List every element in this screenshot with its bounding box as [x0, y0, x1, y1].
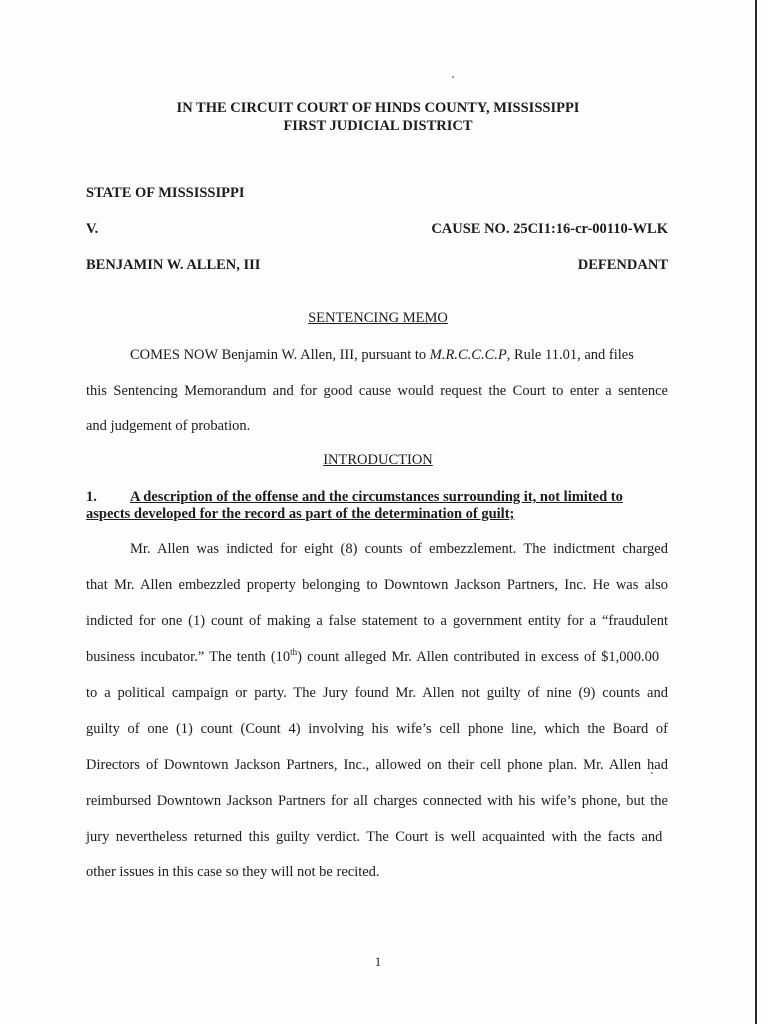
introduction-heading: INTRODUCTION	[323, 452, 433, 468]
page-edge-border	[755, 0, 757, 1024]
body-line-9: jury nevertheless returned this guilty verdict. The Court is well acquainted with the facts and	[86, 829, 663, 845]
body-line-5: to a political campaign or party. The Jury found Mr. Allen not guilty of nine (9) counts and	[86, 685, 668, 701]
body-line-2: that Mr. Allen embezzled property belonging to Downtown Jackson Partners, Inc. He was also	[86, 577, 668, 593]
defendant-label: DEFENDANT	[577, 257, 668, 273]
section-1-title-line-1: A description of the offense and the circumstances surrounding it, not limited to	[130, 489, 623, 505]
defendant-name: BENJAMIN W. ALLEN, III	[86, 257, 261, 273]
scan-speck	[452, 76, 454, 78]
body-line-7: Directors of Downtown Jackson Partners, Inc., allowed on their cell phone plan. Mr. Allen had	[86, 757, 668, 773]
body-line-8: reimbursed Downtown Jackson Partners for all charges connected with his wife’s phone, but the	[86, 793, 668, 809]
court-name: IN THE CIRCUIT COURT OF HINDS COUNTY, MISSISSIPPI	[176, 100, 580, 116]
body-line-1: Mr. Allen was indicted for eight (8) counts of embezzlement. The indictment charged	[130, 541, 668, 557]
opening-line-2: this Sentencing Memorandum and for good cause would request the Court to enter a sentence	[86, 383, 668, 399]
body-line-4-a: business incubator.” The tenth (10	[86, 649, 291, 665]
opening-text-a: COMES NOW Benjamin W. Allen, III, pursuant to	[130, 347, 430, 363]
page-number: 1	[374, 954, 382, 969]
rule-citation: M.R.C.C.C.P	[429, 347, 507, 363]
opening-text-c: , Rule 11.01, and files	[506, 347, 634, 363]
body-line-4	[86, 649, 659, 666]
cause-number: CAUSE NO. 25CI1:16-cr-00110-WLK	[431, 221, 668, 237]
body-line-3: indicted for one (1) count of making a false statement to a government entity for a “fraudulent	[86, 613, 668, 629]
document-title: SENTENCING MEMO	[308, 310, 448, 326]
opening-line-3: and judgement of probation.	[86, 418, 251, 434]
section-number: 1.	[86, 489, 97, 505]
court-district: FIRST JUDICIAL DISTRICT	[283, 118, 473, 134]
opening-line-1	[130, 346, 634, 364]
section-1-heading-cont	[86, 506, 646, 523]
body-line-4-b: ) count alleged Mr. Allen contributed in excess of $1,000.00	[297, 649, 660, 665]
body-line-6: guilty of one (1) count (Count 4) involving his wife’s cell phone line, which the Board of	[86, 721, 668, 737]
versus-label: V.	[86, 221, 99, 237]
ordinal-superscript: th	[290, 647, 298, 658]
section-1-heading	[86, 489, 646, 506]
section-1-title-line-2: aspects developed for the record as part of the determination of guilt;	[86, 506, 515, 522]
plaintiff-name: STATE OF MISSISSIPPI	[86, 185, 245, 201]
body-line-10: other issues in this case so they will not be recited.	[86, 864, 380, 880]
